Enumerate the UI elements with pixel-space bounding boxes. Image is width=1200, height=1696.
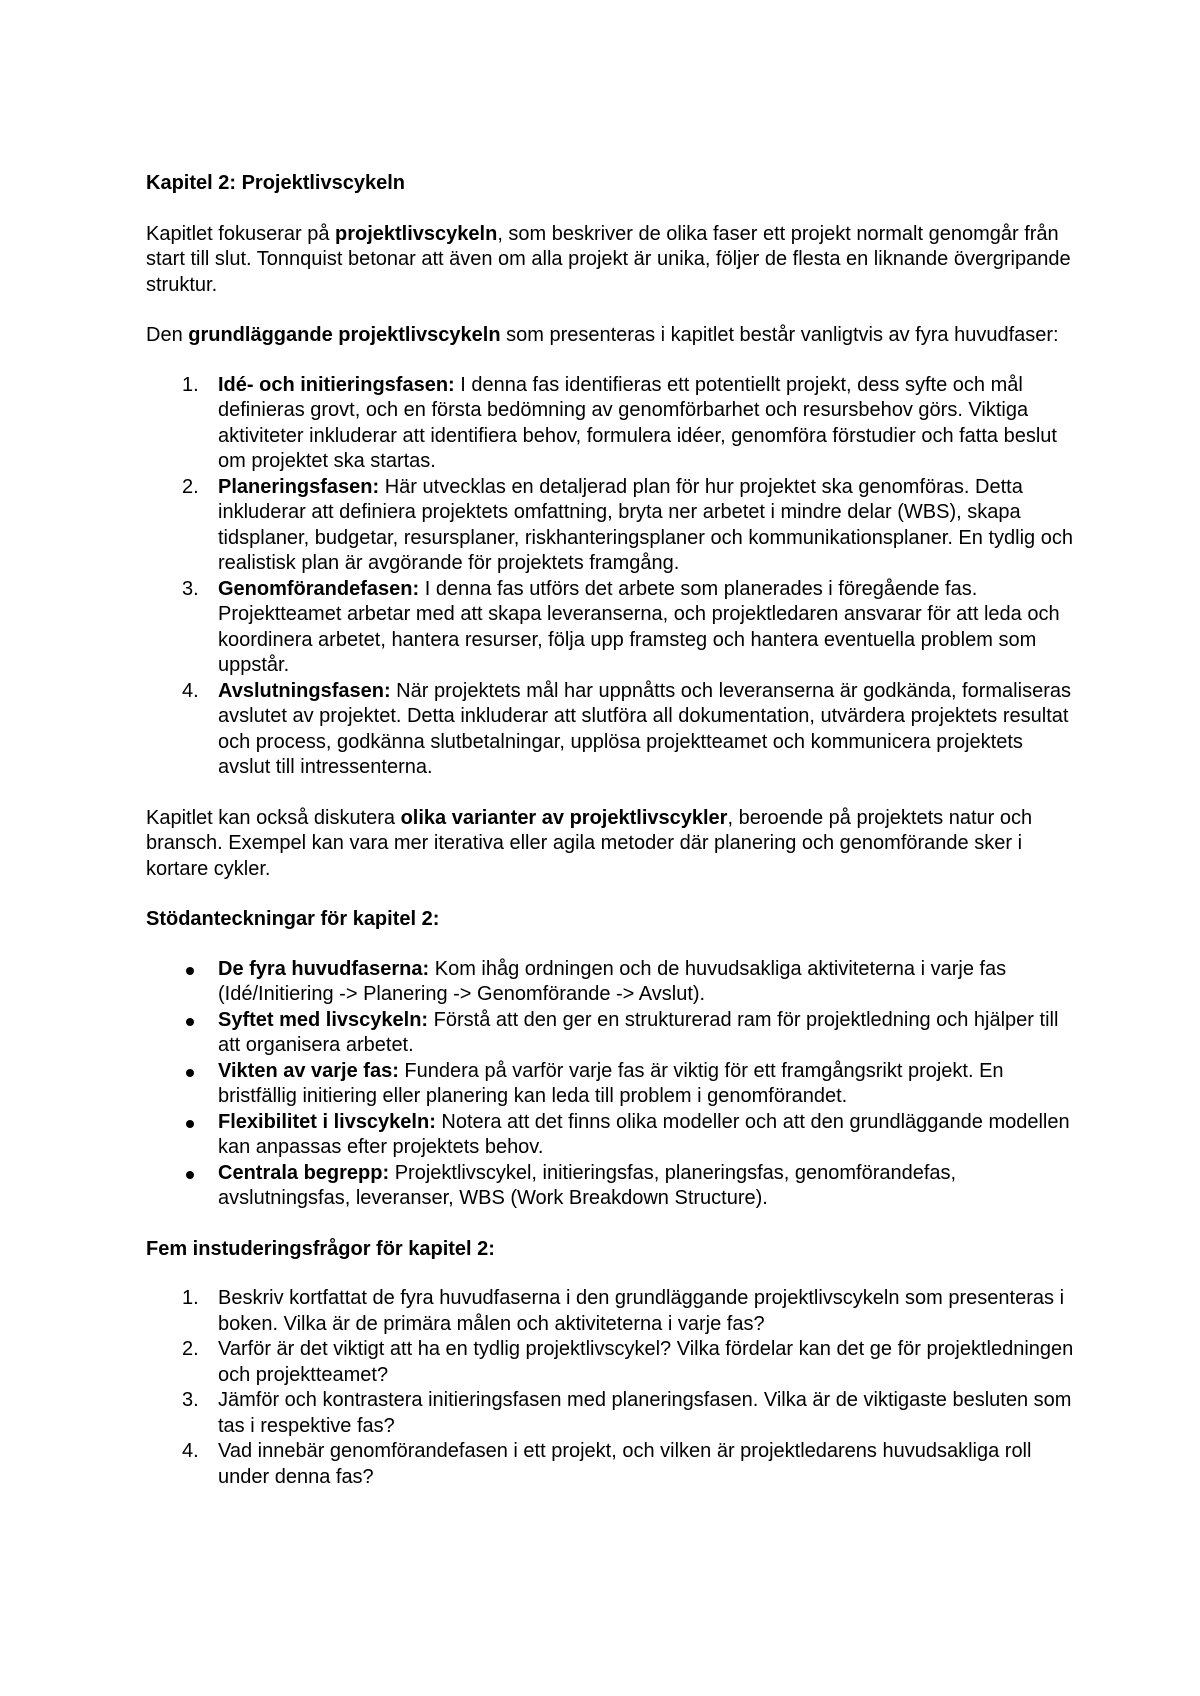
intro-paragraph bbox=[146, 222, 1080, 299]
phase-title: Genomförandefasen: bbox=[218, 577, 420, 600]
list-item bbox=[146, 475, 1080, 577]
note-text: Förstå att den ger en strukturerad ram för projektledning och hjälper till att organisera arbetet. bbox=[218, 1008, 1059, 1056]
bullet-icon bbox=[186, 1069, 194, 1077]
list-item bbox=[146, 679, 1080, 781]
list-number: 4. bbox=[182, 679, 199, 702]
phase-text: I denna fas utförs det arbete som planerades i föregående fas. Projektteamet arbetar med att skapa leveranserna, och projektledaren ansvarar för att leda och koordinera arbetet, hantera resurser, följa upp framsteg och hantera eventuella problem som uppstår. bbox=[218, 577, 1060, 676]
basic-lifecycle-paragraph bbox=[146, 323, 1080, 349]
variants-paragraph bbox=[146, 806, 1080, 883]
list-number: 2. bbox=[182, 475, 199, 498]
list-number: 1. bbox=[182, 373, 199, 396]
list-item bbox=[146, 373, 1080, 475]
notes-list bbox=[146, 957, 1080, 1212]
intro-text-post: , som beskriver de olika faser ett projekt normalt genomgår från start till slut. Tonnquist betonar att även om alla projekt är unika, följer de flesta en liknande övergripande struktur. bbox=[146, 222, 1071, 296]
note-title: Flexibilitet i livscykeln: bbox=[218, 1110, 436, 1133]
note-title: Centrala begrepp: bbox=[218, 1161, 390, 1184]
note-text: Notera att det finns olika modeller och att den grundläggande modellen kan anpassas efter projektets behov. bbox=[218, 1110, 1070, 1158]
intro-text-pre: Kapitlet fokuserar på bbox=[146, 222, 335, 245]
question-text: Varför är det viktigt att ha en tydlig projektlivscykel? Vilka fördelar kan det ge för projektledningen och projektteamet? bbox=[218, 1338, 1074, 1386]
list-number: 1. bbox=[182, 1287, 199, 1309]
phase-list bbox=[146, 373, 1080, 781]
note-text: Kom ihåg ordningen och de huvudsakliga aktiviteterna i varje fas (Idé/Initiering -> Planering -> Genomförande -> Avslut). bbox=[218, 957, 1007, 1005]
phase-text: Här utvecklas en detaljerad plan för hur projektet ska genomföras. Detta inkluderar att definiera projektets omfattning, bryta ner arbetet i mindre delar (WBS), skapa tidsplaner, budgetar, resursplaner, riskhanteringsplaner och kommunikationsplaner. En tydlig och realistisk plan är avgörande för projektets framgång. bbox=[218, 475, 1073, 574]
list-item bbox=[146, 1388, 1080, 1439]
phase-text: När projektets mål har uppnåtts och leveranserna är godkända, formaliseras avslutet av projektet. Detta inkluderar att slutföra all dokumentation, utvärdera projektets resultat och process, godkänna slutbetalningar, upplösa projektteamet och kommunicera projektets avslut till intressenterna. bbox=[218, 679, 1071, 778]
list-number: 4. bbox=[182, 1440, 199, 1462]
list-item bbox=[146, 1008, 1080, 1059]
list-number: 3. bbox=[182, 577, 199, 600]
bullet-icon bbox=[186, 1018, 194, 1026]
list-number: 2. bbox=[182, 1338, 199, 1360]
list-item bbox=[146, 1110, 1080, 1161]
phase-title: Planeringsfasen: bbox=[218, 475, 380, 498]
list-item bbox=[146, 1439, 1080, 1490]
list-item bbox=[146, 577, 1080, 679]
intro-text-bold: projektlivscykeln bbox=[335, 222, 498, 245]
note-title: Syftet med livscykeln: bbox=[218, 1008, 429, 1031]
list-item bbox=[146, 1059, 1080, 1110]
note-text: Fundera på varför varje fas är viktig för ett framgångsrikt projekt. En bristfällig initiering eller planering kan leda till problem i genomförandet. bbox=[218, 1059, 1004, 1107]
variants-text-pre: Kapitlet kan också diskutera bbox=[146, 806, 401, 829]
variants-text-bold: olika varianter av projektlivscykler bbox=[400, 806, 728, 829]
basic-text-bold: grundläggande projektlivscykeln bbox=[188, 324, 501, 346]
phase-title: Idé- och initieringsfasen: bbox=[218, 373, 455, 396]
questions-heading: Fem instuderingsfrågor för kapitel 2: bbox=[146, 1237, 495, 1260]
question-text: Beskriv kortfattat de fyra huvudfaserna i den grundläggande projektlivscykeln som presenteras i boken. Vilka är de primära målen och aktiviteterna i varje fas? bbox=[218, 1287, 1065, 1335]
basic-text-post: som presenteras i kapitlet består vanligtvis av fyra huvudfaser: bbox=[500, 324, 1059, 346]
bullet-icon bbox=[186, 1171, 194, 1179]
question-text: Jämför och kontrastera initieringsfasen med planeringsfasen. Vilka är de viktigaste besluten som tas i respektive fas? bbox=[218, 1389, 1072, 1437]
phase-text: I denna fas identifieras ett potentiellt projekt, dess syfte och mål definieras grovt, och en första bedömning av genomförbarhet och resursbehov görs. Viktiga aktiviteter inkluderar att identifiera behov, formulera idéer, genomföra förstudier och fatta beslut om projektet ska startas. bbox=[218, 373, 1057, 472]
bullet-icon bbox=[186, 967, 194, 975]
questions-list bbox=[146, 1286, 1080, 1490]
notes-heading: Stödanteckningar för kapitel 2: bbox=[146, 908, 440, 930]
bullet-icon bbox=[186, 1120, 194, 1128]
list-item bbox=[146, 1337, 1080, 1388]
phase-title: Avslutningsfasen: bbox=[218, 679, 391, 702]
note-title: Vikten av varje fas: bbox=[218, 1059, 399, 1082]
note-text: Projektlivscykel, initieringsfas, planeringsfas, genomförandefas, avslutningsfas, leveranser, WBS (Work Breakdown Structure). bbox=[218, 1161, 957, 1209]
question-text: Vad innebär genomförandefasen i ett projekt, och vilken är projektledarens huvudsakliga roll under denna fas? bbox=[218, 1440, 1032, 1488]
list-item bbox=[146, 1161, 1080, 1212]
list-item bbox=[146, 957, 1080, 1008]
basic-text-pre: Den bbox=[146, 324, 189, 346]
list-item bbox=[146, 1286, 1080, 1337]
note-title: De fyra huvudfaserna: bbox=[218, 957, 430, 980]
list-number: 3. bbox=[182, 1389, 199, 1411]
chapter-title: Kapitel 2: Projektlivscykeln bbox=[146, 172, 406, 194]
variants-text-post: , beroende på projektets natur och bransch. Exempel kan vara mer iterativa eller agila metoder där planering och genomförande sker i kortare cykler. bbox=[146, 806, 1033, 880]
